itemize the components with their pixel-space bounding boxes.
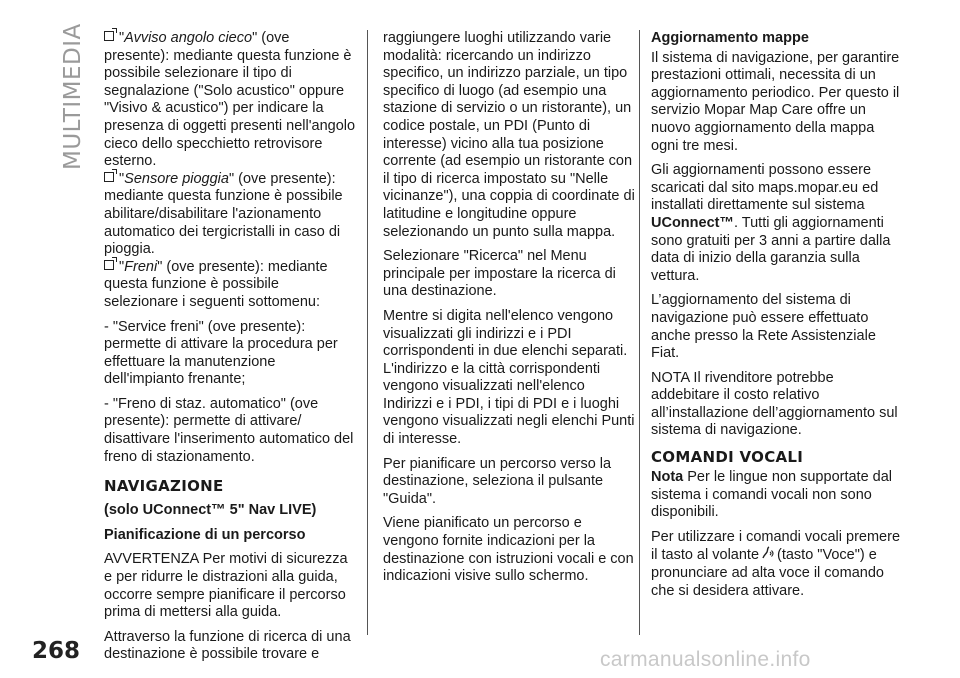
heading-aggiornamento-mappe: Aggiornamento mappe [651,30,809,46]
paragraph-sensore-pioggia: "Sensore pioggia" (ove presente): mediante questa funzione è possibile abilitare/disabilitare l'azionamento automatico dei tergicristalli in caso di pioggia. [104,170,343,258]
paragraph-tasto-voce: Per utilizzare i comandi vocali premere il tasto al volante (tasto "Voce") e pronunciare ad alta voce il comando che si desidera attivare. [651,528,901,599]
voice-command-icon [761,546,775,560]
box-arrow-icon [104,260,114,270]
box-arrow-icon [104,172,114,182]
section-side-label: MULTIMEDIA [60,23,86,170]
subheading-pianificazione: Pianificazione di un percorso [104,526,306,543]
nota-label: Nota [651,469,684,486]
column-divider-2 [639,30,640,635]
term-sensore: Sensore pioggia [124,170,229,187]
paragraph-map-care: Il sistema di navigazione, per garantire prestazioni ottimali, necessita di un aggiornamento periodico. Per questo il servizio Mopar Map Care offre un nuovo aggiornamento della mappa ogni tre mesi. [651,49,900,154]
subheading-uconnect: (solo UConnect™ 5" Nav LIVE) [104,502,317,519]
paragraph-elenchi: Mentre si digita nell'elenco vengono visualizzati gli indirizzi e i PDI corrispondenti in due elenchi separati. L'indirizzo e la città corrispondenti vengono visualizzati nell'elenco Indirizzi e i PDI, i tipi di PDI e i luoghi vengono visualizzati negli elenchi Punti di interesse. [383,307,635,448]
paragraph-freno-staz: - "Freno di staz. automatico" (ove presente): permette di attivare/ disattivare l'inserimento automatico del freno di stazionamento. [104,395,354,465]
page-number: 268 [32,638,81,664]
paragraph-ricerca-intro: Attraverso la funzione di ricerca di una destinazione è possibile trovare e [104,628,351,663]
text-column-1 [104,30,356,671]
term-freni: Freni [124,258,158,275]
paragraph-service-freni: - "Service freni" (ove presente): permette di attivare la procedura per effettuare la manutenzione dell'impianto frenante; [104,318,338,388]
paragraph-nota-rivenditore: NOTA Il rivenditore potrebbe addebitare il costo relativo all’installazione dell’aggiornamento sul sistema di navigazione. [651,369,898,439]
heading-comandi-vocali: COMANDI VOCALI [651,448,804,467]
watermark: carmanualsonline.info [600,648,811,671]
text-column-2 [383,30,635,593]
paragraph-guida: Per pianificare un percorso verso la destinazione, seleziona il pulsante "Guida". [383,455,612,507]
paragraph-modalita-ricerca: raggiungere luoghi utilizzando varie modalità: ricercando un indirizzo specifico, un indirizzo parziale, un tipo specifico di luogo (ad esempio una stazione di servizio o un ristorante), un codice postale, un PDI (Punto di interesse) vicino alla tua posizione corrente (ad esempio un ristorante con il tipo di ricerca impostato su "Nelle vicinanze"), una coppia di coordinate di latitudine e longitudine oppure selezionando un punto sulla mappa. [383,30,635,240]
paragraph-istruzioni: Viene pianificato un percorso e vengono fornite indicazioni per la destinazione con istruzioni vocali e con indicazioni visive sullo schermo. [383,515,634,585]
paragraph-download: Gli aggiornamenti possono essere scaricati dal sito maps.mopar.eu ed installati direttamente sul sistema UConnect™. Tutti gli aggiornamenti sono gratuiti per 3 anni a partire dalla data di inizio della garanzia sulla vettura. [651,162,891,284]
column-divider-1 [367,30,368,635]
paragraph-rete-assistenziale: L’aggiornamento del sistema di navigazione può essere effettuato anche presso la Rete Assistenziale Fiat. [651,292,876,362]
paragraph-selezionare-ricerca: Selezionare "Ricerca" nel Menu principale per impostare la ricerca di una destinazione. [383,248,616,300]
paragraph-nota-lingue: Nota Per le lingue non supportate dal sistema i comandi vocali non sono disponibili. [651,469,893,521]
heading-navigazione: NAVIGAZIONE [104,477,224,496]
box-arrow-icon [104,31,114,41]
paragraph-freni: "Freni" (ove presente): mediante questa funzione è possibile selezionare i seguenti sottomenu: [104,258,328,310]
brand-uconnect: UConnect™ [651,214,734,231]
term-avviso: Avviso angolo cieco [124,30,253,46]
text-column-3 [651,30,903,607]
paragraph-avviso-angolo: "Avviso angolo cieco" (ove presente): mediante questa funzione è possibile selezionare il tipo di segnalazione ("Solo acustico" oppure "Visivo & acustico") per indicare la presenza di oggetti presenti nell'angolo cieco dello specchietto retrovisore esterno. [104,30,356,170]
paragraph-avvertenza: AVVERTENZA Per motivi di sicurezza e per ridurre le distrazioni alla guida, occorre sempre pianificare il percorso prima di mettersi alla guida. [104,551,348,621]
